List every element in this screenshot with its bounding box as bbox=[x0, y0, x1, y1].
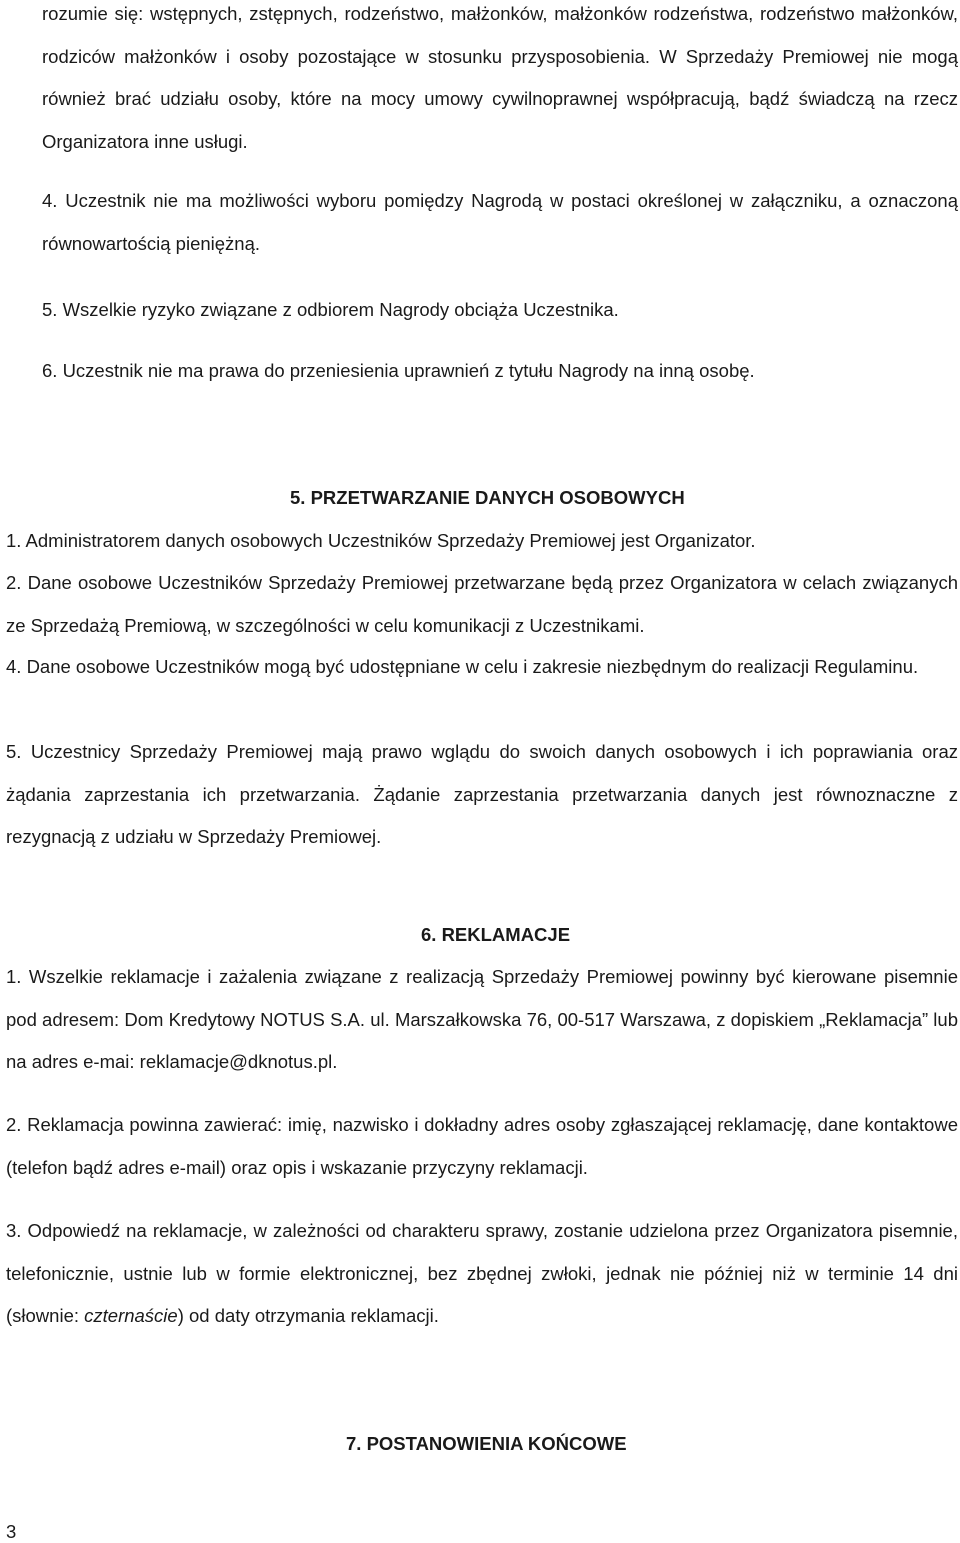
page-number: 3 bbox=[6, 1521, 17, 1542]
paragraph-data-2: 2. Dane osobowe Uczestników Sprzedaży Premiowej przetwarzane będą przez Organizatora w celach związanych ze Sprzedażą Premiową, w szczególności w celu komunikacji z Uczestnikami. bbox=[6, 572, 958, 636]
paragraph-complaints-2: 2. Reklamacja powinna zawierać: imię, nazwisko i dokładny adres osoby zgłaszającej reklamację, dane kontaktowe (telefon bądź adres e-mail) oraz opis i wskazanie przyczyny reklamacji. bbox=[6, 1114, 958, 1178]
paragraph-data-4: 4. Dane osobowe Uczestników mogą być udostępniane w celu i zakresie niezbędnym do realizacji Regulaminu. bbox=[6, 656, 919, 677]
paragraph-item-4: 4. Uczestnik nie ma możliwości wyboru pomiędzy Nagrodą w postaci określonej w załączniku, a oznaczoną równowartością pieniężną. bbox=[42, 190, 958, 254]
paragraph-data-1: 1. Administratorem danych osobowych Uczestników Sprzedaży Premiowej jest Organizator. bbox=[6, 530, 756, 551]
paragraph-related-persons: rozumie się: wstępnych, zstępnych, rodzeństwo, małżonków, małżonków rodzeństwa, rodzeństwo małżonków, rodziców małżonków i osoby pozostające w stosunku przysposobienia. W Sprzedaży Premiowej nie mogą również brać udziału osoby, które na mocy umowy cywilnoprawnej współpracują, bądź świadczą na rzecz Organizatora inne usługi. bbox=[42, 3, 958, 152]
paragraph-complaints-3 bbox=[6, 1210, 958, 1338]
section-heading-complaints: 6. REKLAMACJE bbox=[421, 924, 571, 945]
paragraph-data-5: 5. Uczestnicy Sprzedaży Premiowej mają prawo wglądu do swoich danych osobowych i ich poprawiania oraz żądania zaprzestania ich przetwarzania. Żądanie zaprzestania przetwarzania danych jest równoznaczne z rezygnacją z udziału w Sprzedaży Premiowej. bbox=[6, 741, 958, 847]
paragraph-complaints-1: 1. Wszelkie reklamacje i zażalenia związane z realizacją Sprzedaży Premiowej powinny być kierowane pisemnie pod adresem: Dom Kredytowy NOTUS S.A. ul. Marszałkowska 76, 00-517 Warszawa, z dopiskiem „Reklamacja” lub na adres e-mai: reklamacje@dknotus.pl. bbox=[6, 966, 958, 1072]
section-heading-personal-data: 5. PRZETWARZANIE DANYCH OSOBOWYCH bbox=[290, 487, 685, 508]
complaints-3-italic: czternaście bbox=[84, 1305, 178, 1326]
paragraph-item-5: 5. Wszelkie ryzyko związane z odbiorem Nagrody obciąża Uczestnika. bbox=[42, 299, 619, 320]
section-heading-final-provisions: 7. POSTANOWIENIA KOŃCOWE bbox=[346, 1433, 627, 1454]
complaints-3-text: 3. Odpowiedź na reklamacje, w zależności od charakteru sprawy, zostanie udzielona przez Organizatora pisemnie, telefonicznie, ustnie lub w formie elektronicznej, bez zbędnej zwłoki, jednak nie później niż w terminie 14 dni (słownie: bbox=[6, 1220, 958, 1326]
complaints-3-tail: ) od daty otrzymania reklamacji. bbox=[177, 1305, 439, 1326]
paragraph-item-6: 6. Uczestnik nie ma prawa do przeniesienia uprawnień z tytułu Nagrody na inną osobę. bbox=[42, 360, 755, 381]
